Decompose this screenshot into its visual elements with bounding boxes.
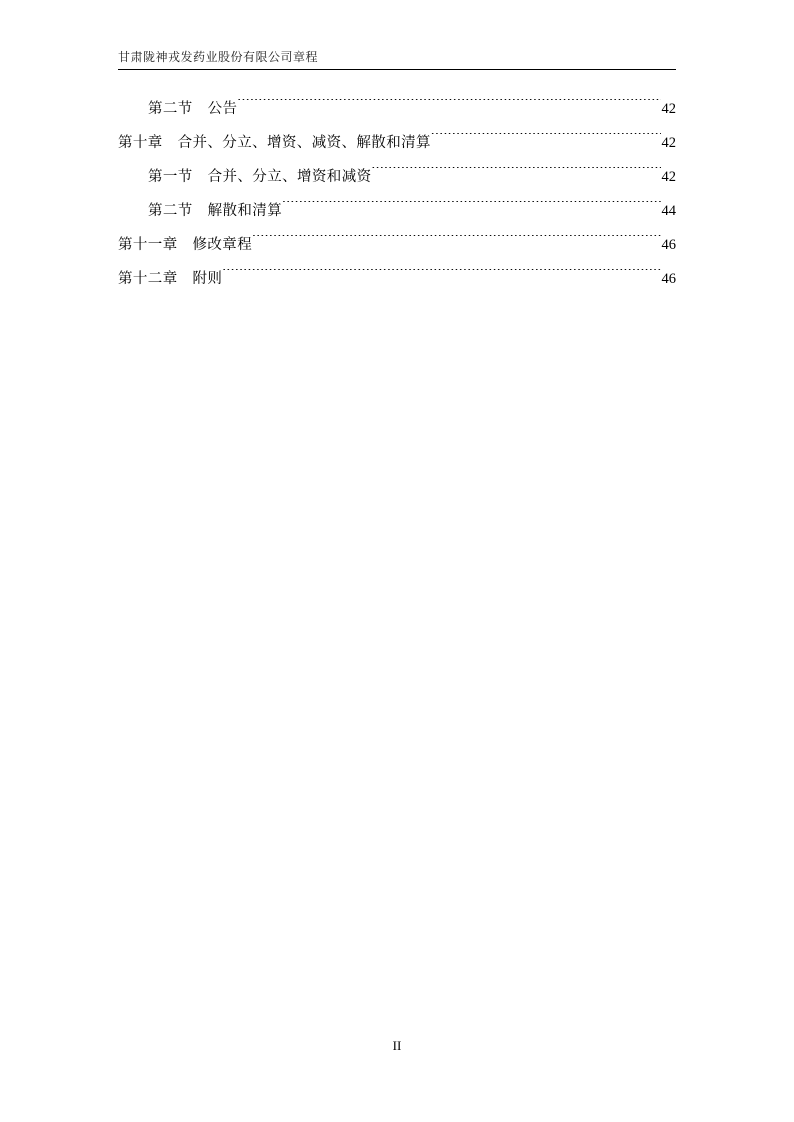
toc-entry-label: 第十章 合并、分立、增资、减资、解散和清算 — [118, 135, 431, 151]
toc-leader-dots — [252, 235, 660, 249]
page-header: 甘肃陇神戎发药业股份有限公司章程 — [118, 48, 676, 70]
toc-entry[interactable] — [118, 160, 676, 194]
toc-entry[interactable] — [118, 228, 676, 262]
toc-leader-dots — [237, 99, 660, 113]
toc-entry-label: 第一节 合并、分立、增资和减资 — [148, 169, 372, 185]
toc-entry-label: 第二节 公告 — [148, 101, 238, 117]
page-number: II — [392, 1038, 402, 1053]
toc-entry[interactable] — [118, 126, 676, 160]
toc-leader-dots — [222, 269, 660, 283]
toc-entry-page: 46 — [661, 271, 676, 287]
toc-entry-page: 42 — [661, 101, 676, 117]
toc-entry[interactable] — [118, 262, 676, 296]
toc-entry-page: 46 — [661, 237, 676, 253]
toc-leader-dots — [282, 201, 660, 215]
toc-entry-label: 第十一章 修改章程 — [118, 237, 253, 253]
toc-entry-label: 第十二章 附则 — [118, 271, 223, 287]
page-footer — [0, 1038, 794, 1054]
toc-entry-page: 44 — [661, 203, 676, 219]
toc-entry-label: 第二节 解散和清算 — [148, 203, 283, 219]
toc-entry-page: 42 — [661, 135, 676, 151]
toc-leader-dots — [372, 167, 661, 181]
toc-entry-page: 42 — [661, 169, 676, 185]
table-of-contents — [118, 92, 676, 296]
toc-entry[interactable] — [118, 194, 676, 228]
toc-leader-dots — [431, 133, 661, 147]
toc-entry[interactable] — [118, 92, 676, 126]
